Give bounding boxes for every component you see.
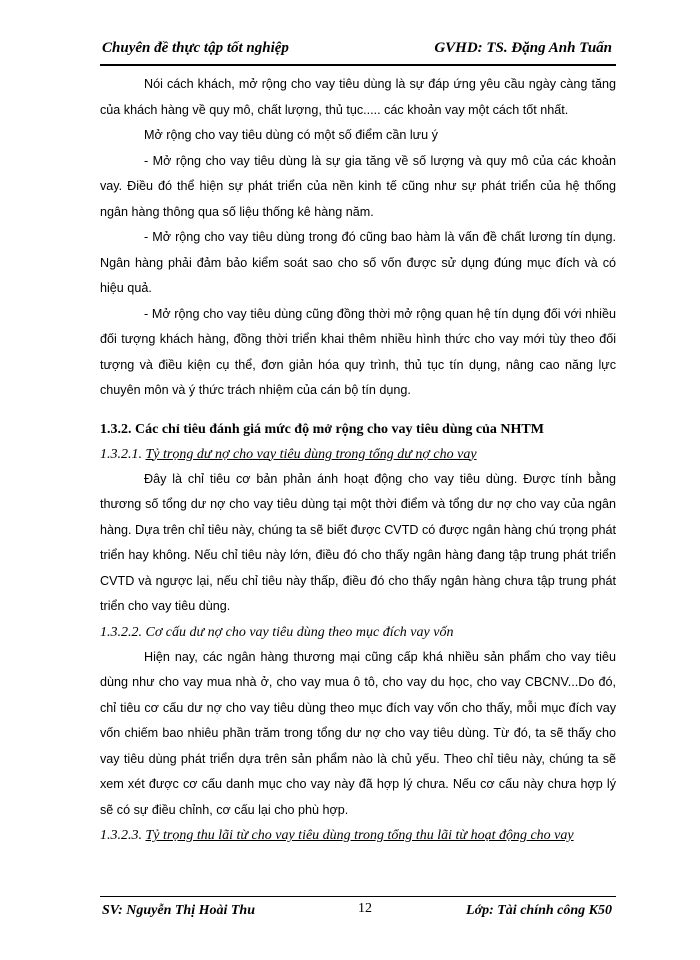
subsection-number: 1.3.2.1. <box>100 446 142 462</box>
bullet-paragraph: - Mở rộng cho vay tiêu dùng trong đó cũng bao hàm là vấn đề chất lương tín dụng. Ngân hàng phải đảm bảo kiểm soát sao cho số vốn được sử dụng đúng mục đích và có hiệu quả. <box>100 230 616 295</box>
subsection-number: 1.3.2.3. <box>100 828 142 843</box>
footer-class: Lớp: Tài chính công K50 <box>466 903 612 918</box>
paragraph: Hiện nay, các ngân hàng thương mại cũng cấp khá nhiều sản phẩm cho vay tiêu dùng như cho vay mua nhà ở, cho vay mua ô tô, cho vay du học, cho vay CBCNV...Do đó, chỉ tiêu cơ cấu dư nợ cho vay tiêu dùng theo mục đích vay vốn cho thấy, mỗi mục đích vay vốn chiếm bao nhiêu phần trăm trong tổng dư nợ cho vay tiêu dùng. Từ đó, ta sẽ thấy cho vay tiêu dùng phát triển dựa trên sản phẩm nào là chủ yếu. Theo chỉ tiêu này, chúng ta sẽ xem xét được cơ cấu danh mục cho vay này đã hợp lý chưa. Nếu cơ cấu này chưa hợp lý sẽ có sự điều chỉnh, cơ cấu lại cho phù hợp. <box>100 649 616 817</box>
page-footer <box>100 896 616 923</box>
footer-student: SV: Nguyễn Thị Hoài Thu <box>102 903 255 918</box>
header-supervisor: GVHD: TS. Đặng Anh Tuấn <box>434 40 612 56</box>
page-body <box>100 72 616 848</box>
page-number: 12 <box>358 901 372 916</box>
subsection-heading-1 <box>100 442 616 467</box>
subsection-heading-3 <box>100 823 616 848</box>
subsection-title: Tỷ trọng thu lãi từ cho vay tiêu dùng trong tổng thu lãi từ hoạt động cho vay <box>145 828 574 843</box>
section-heading: 1.3.2. Các chỉ tiêu đánh giá mức độ mở rộng cho vay tiêu dùng của NHTM <box>100 421 544 437</box>
subsection-title: Tỷ trọng dư nợ cho vay tiêu dùng trong tổng dư nợ cho vay <box>145 446 477 462</box>
header-topic: Chuyên đề thực tập tốt nghiệp <box>102 40 289 56</box>
paragraph: Nói cách khách, mở rộng cho vay tiêu dùng là sự đáp ứng yêu cầu ngày càng tăng của khách hàng về quy mô, chất lượng, thủ tục..... các khoản vay một cách tốt nhất. <box>100 77 616 117</box>
paragraph: Đây là chỉ tiêu cơ bản phản ánh hoạt động cho vay tiêu dùng. Được tính bằng thương số tổng dư nợ cho vay tiêu dùng tại một thời điểm và tổng dư nợ cho vay của ngân hàng. Dựa trên chỉ tiêu này, chúng ta sẽ biết được CVTD có được ngân hàng chú trọng phát triển hay không. Nếu chỉ tiêu này lớn, điều đó cho thấy ngân hàng đang tập trung phát triển CVTD và ngược lại, nếu chỉ tiêu này thấp, điều đó cho thấy ngân hàng chưa tập trung phát triển cho vay tiêu dùng. <box>100 471 616 613</box>
paragraph: Mở rộng cho vay tiêu dùng có một số điểm cần lưu ý <box>144 128 438 142</box>
bullet-paragraph: - Mở rộng cho vay tiêu dùng cũng đồng thời mở rộng quan hệ tín dụng đối với nhiều đối tượng khách hàng, đồng thời triển khai thêm nhiều hình thức cho vay mới tùy theo đối tượng và điều kiện cụ thể, đơn giản hóa quy trình, thủ tục tín dụng, nâng cao năng lực chuyên môn và ý thức trách nhiệm của cán bộ tín dụng. <box>100 306 616 397</box>
subsection-heading-2: 1.3.2.2. Cơ cấu dư nợ cho vay tiêu dùng theo mục đích vay vốn <box>100 624 454 640</box>
page-header <box>100 38 616 66</box>
bullet-paragraph: - Mở rộng cho vay tiêu dùng là sự gia tăng về số lượng và quy mô của các khoản vay. Điều đó thể hiện sự phát triển của nền kinh tế cũng như sự phát triển của hệ thống ngân hàng thông qua số liệu thống kê hàng năm. <box>100 153 616 219</box>
